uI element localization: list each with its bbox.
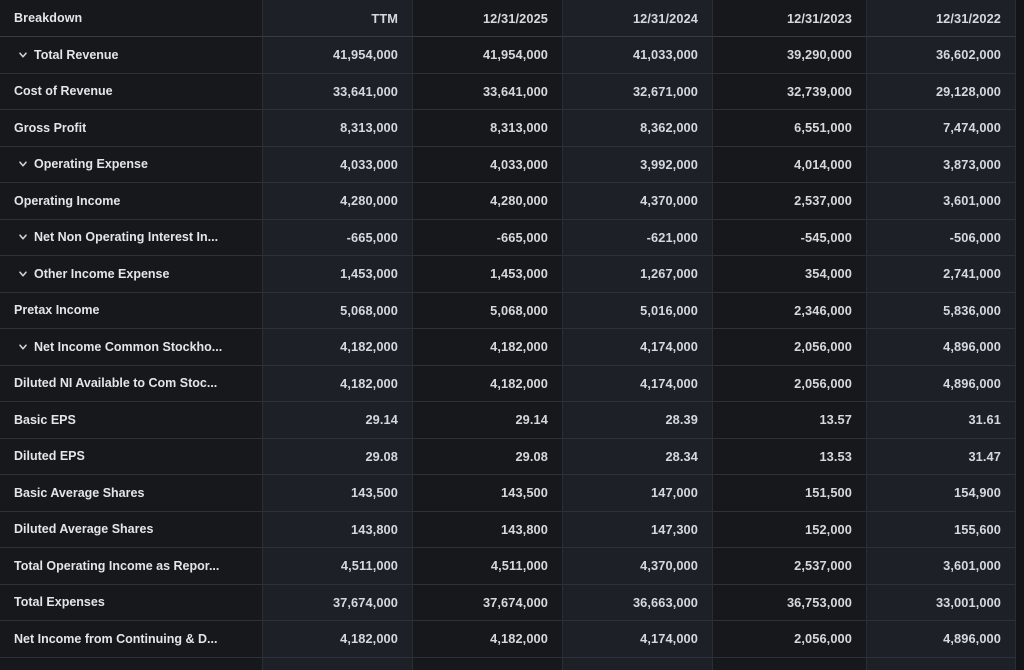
row-label: Total Revenue: [34, 47, 119, 62]
row-label-cell: [0, 585, 263, 622]
value-cell-ttm: 4,182,000: [263, 621, 413, 658]
value-cell-2022: 36,602,000: [867, 37, 1016, 74]
value-cell-2024: 147,300: [563, 512, 713, 549]
value-cell-2023: 151,500: [713, 475, 867, 512]
value-cell-2022: 3,873,000: [867, 147, 1016, 184]
header-row: [0, 0, 1016, 37]
value-cell-2025: 8,313,000: [413, 110, 563, 147]
row-label: Operating Expense: [34, 157, 148, 172]
table-row: [0, 366, 1016, 403]
table-body: [0, 37, 1016, 658]
value-cell-ttm: 29.08: [263, 439, 413, 476]
value-cell-2022: 31.47: [867, 439, 1016, 476]
value-cell-2024: 4,174,000: [563, 366, 713, 403]
value-cell-2022: 29,128,000: [867, 74, 1016, 111]
table-row: [0, 110, 1016, 147]
row-label-cell[interactable]: [0, 329, 263, 366]
value-cell-2022: 2,741,000: [867, 256, 1016, 293]
row-label-cell: [0, 402, 263, 439]
value-cell-2023: 2,056,000: [713, 329, 867, 366]
value-cell-ttm: 41,954,000: [263, 37, 413, 74]
value-cell-2025: 33,641,000: [413, 74, 563, 111]
value-cell-2025: 143,500: [413, 475, 563, 512]
value-cell-2025: 41,954,000: [413, 37, 563, 74]
value-cell-2024: 4,370,000: [563, 183, 713, 220]
row-label: Other Income Expense: [34, 266, 170, 281]
column-header-12-31-2024: 12/31/2024: [563, 0, 713, 37]
value-cell-2023: 13.53: [713, 439, 867, 476]
value-cell-2023: 2,056,000: [713, 366, 867, 403]
value-cell-2022: 31.61: [867, 402, 1016, 439]
value-cell-2025: 4,182,000: [413, 621, 563, 658]
value-cell-2024: 4,174,000: [563, 621, 713, 658]
value-cell-2022: 4,896,000: [867, 366, 1016, 403]
value-cell-2025: 5,068,000: [413, 293, 563, 330]
column-header-breakdown: Breakdown: [0, 0, 263, 37]
row-label: Net Income from Continuing & D...: [14, 631, 218, 646]
value-cell-2023: 32,739,000: [713, 74, 867, 111]
value-cell-2025: 143,800: [413, 512, 563, 549]
table-row: [0, 475, 1016, 512]
row-label-cell: [0, 548, 263, 585]
right-edge-rail: [1016, 0, 1024, 670]
row-label: Cost of Revenue: [14, 84, 113, 99]
value-cell-2023: 354,000: [713, 256, 867, 293]
value-cell-ttm: 29.14: [263, 402, 413, 439]
value-cell-2022: 3,601,000: [867, 548, 1016, 585]
chevron-down-icon[interactable]: [18, 50, 28, 60]
value-cell-2024: -621,000: [563, 220, 713, 257]
row-label-cell: [0, 110, 263, 147]
value-cell-2024: 5,016,000: [563, 293, 713, 330]
table-row: [0, 329, 1016, 366]
table-row: [0, 548, 1016, 585]
value-cell-2025: 1,453,000: [413, 256, 563, 293]
row-label-cell[interactable]: [0, 256, 263, 293]
chevron-down-icon[interactable]: [18, 269, 28, 279]
value-cell-2023: 2,537,000: [713, 183, 867, 220]
table-row: [0, 512, 1016, 549]
column-header-12-31-2023: 12/31/2023: [713, 0, 867, 37]
value-cell-2022: 3,601,000: [867, 183, 1016, 220]
value-cell-2023: -545,000: [713, 220, 867, 257]
value-cell-ttm: 37,674,000: [263, 585, 413, 622]
table-row: [0, 585, 1016, 622]
value-cell-2024: 8,362,000: [563, 110, 713, 147]
value-cell-2023: 36,753,000: [713, 585, 867, 622]
row-label: Net Income Common Stockho...: [34, 339, 223, 354]
row-label-cell: [0, 183, 263, 220]
value-cell-ttm: 4,033,000: [263, 147, 413, 184]
value-cell-2025: 4,182,000: [413, 329, 563, 366]
table-row: [0, 147, 1016, 184]
table-row: [0, 402, 1016, 439]
value-cell-2025: 4,033,000: [413, 147, 563, 184]
chevron-down-icon[interactable]: [18, 159, 28, 169]
row-label: Diluted EPS: [14, 449, 85, 464]
chevron-down-icon[interactable]: [18, 232, 28, 242]
row-label-cell: [0, 439, 263, 476]
value-cell-2024: 4,174,000: [563, 329, 713, 366]
table-row: [0, 256, 1016, 293]
value-cell-2025: 29.08: [413, 439, 563, 476]
row-label-cell: [0, 621, 263, 658]
value-cell-2024: 32,671,000: [563, 74, 713, 111]
value-cell-2024: 28.34: [563, 439, 713, 476]
row-label: Basic EPS: [14, 412, 76, 427]
value-cell-ttm: 1,453,000: [263, 256, 413, 293]
value-cell-2025: 29.14: [413, 402, 563, 439]
row-label: Total Operating Income as Repor...: [14, 558, 220, 573]
value-cell-ttm: 8,313,000: [263, 110, 413, 147]
value-cell-ttm: 4,280,000: [263, 183, 413, 220]
row-label-cell[interactable]: [0, 220, 263, 257]
value-cell-2023: 6,551,000: [713, 110, 867, 147]
value-cell-2022: 7,474,000: [867, 110, 1016, 147]
chevron-down-icon[interactable]: [18, 342, 28, 352]
value-cell-2023: 152,000: [713, 512, 867, 549]
table-row: [0, 621, 1016, 658]
value-cell-2024: 28.39: [563, 402, 713, 439]
value-cell-2025: 37,674,000: [413, 585, 563, 622]
table-row: [0, 183, 1016, 220]
value-cell-2023: 4,014,000: [713, 147, 867, 184]
value-cell-2025: -665,000: [413, 220, 563, 257]
table-row: [0, 439, 1016, 476]
value-cell-2022: 154,900: [867, 475, 1016, 512]
row-label: Basic Average Shares: [14, 485, 145, 500]
row-label-cell: [0, 512, 263, 549]
row-label-cell: [0, 293, 263, 330]
value-cell-ttm: 143,800: [263, 512, 413, 549]
value-cell-2024: 36,663,000: [563, 585, 713, 622]
value-cell-2022: 33,001,000: [867, 585, 1016, 622]
value-cell-2023: 2,537,000: [713, 548, 867, 585]
value-cell-2022: -506,000: [867, 220, 1016, 257]
value-cell-2025: 4,182,000: [413, 366, 563, 403]
value-cell-2023: 2,056,000: [713, 621, 867, 658]
value-cell-2023: 13.57: [713, 402, 867, 439]
value-cell-2022: 4,896,000: [867, 621, 1016, 658]
value-cell-ttm: 143,500: [263, 475, 413, 512]
row-label: Pretax Income: [14, 303, 100, 318]
table-row: [0, 37, 1016, 74]
column-header-ttm: TTM: [263, 0, 413, 37]
row-label: Total Expenses: [14, 595, 105, 610]
value-cell-ttm: 33,641,000: [263, 74, 413, 111]
value-cell-2022: 155,600: [867, 512, 1016, 549]
value-cell-2022: 4,896,000: [867, 329, 1016, 366]
value-cell-2024: 41,033,000: [563, 37, 713, 74]
value-cell-ttm: 4,511,000: [263, 548, 413, 585]
value-cell-2024: 4,370,000: [563, 548, 713, 585]
row-label: Diluted NI Available to Com Stoc...: [14, 376, 218, 391]
column-header-12-31-2022: 12/31/2022: [867, 0, 1016, 37]
table-row: [0, 220, 1016, 257]
row-label-cell: [0, 74, 263, 111]
row-label-cell: [0, 475, 263, 512]
value-cell-ttm: 5,068,000: [263, 293, 413, 330]
row-label-cell: [0, 366, 263, 403]
row-label: Operating Income: [14, 193, 121, 208]
row-label: Diluted Average Shares: [14, 522, 154, 537]
value-cell-2025: 4,280,000: [413, 183, 563, 220]
value-cell-2023: 2,346,000: [713, 293, 867, 330]
value-cell-ttm: 4,182,000: [263, 366, 413, 403]
value-cell-2022: 5,836,000: [867, 293, 1016, 330]
row-label-cell[interactable]: [0, 147, 263, 184]
value-cell-ttm: -665,000: [263, 220, 413, 257]
row-label-cell[interactable]: [0, 37, 263, 74]
table-row: [0, 293, 1016, 330]
value-cell-2023: 39,290,000: [713, 37, 867, 74]
table-row: [0, 74, 1016, 111]
value-cell-2024: 147,000: [563, 475, 713, 512]
column-header-12-31-2025: 12/31/2025: [413, 0, 563, 37]
value-cell-2024: 3,992,000: [563, 147, 713, 184]
cutoff-row: [0, 658, 1016, 670]
value-cell-2025: 4,511,000: [413, 548, 563, 585]
row-label: Net Non Operating Interest In...: [34, 230, 219, 245]
value-cell-2024: 1,267,000: [563, 256, 713, 293]
value-cell-ttm: 4,182,000: [263, 329, 413, 366]
row-label: Gross Profit: [14, 120, 87, 135]
